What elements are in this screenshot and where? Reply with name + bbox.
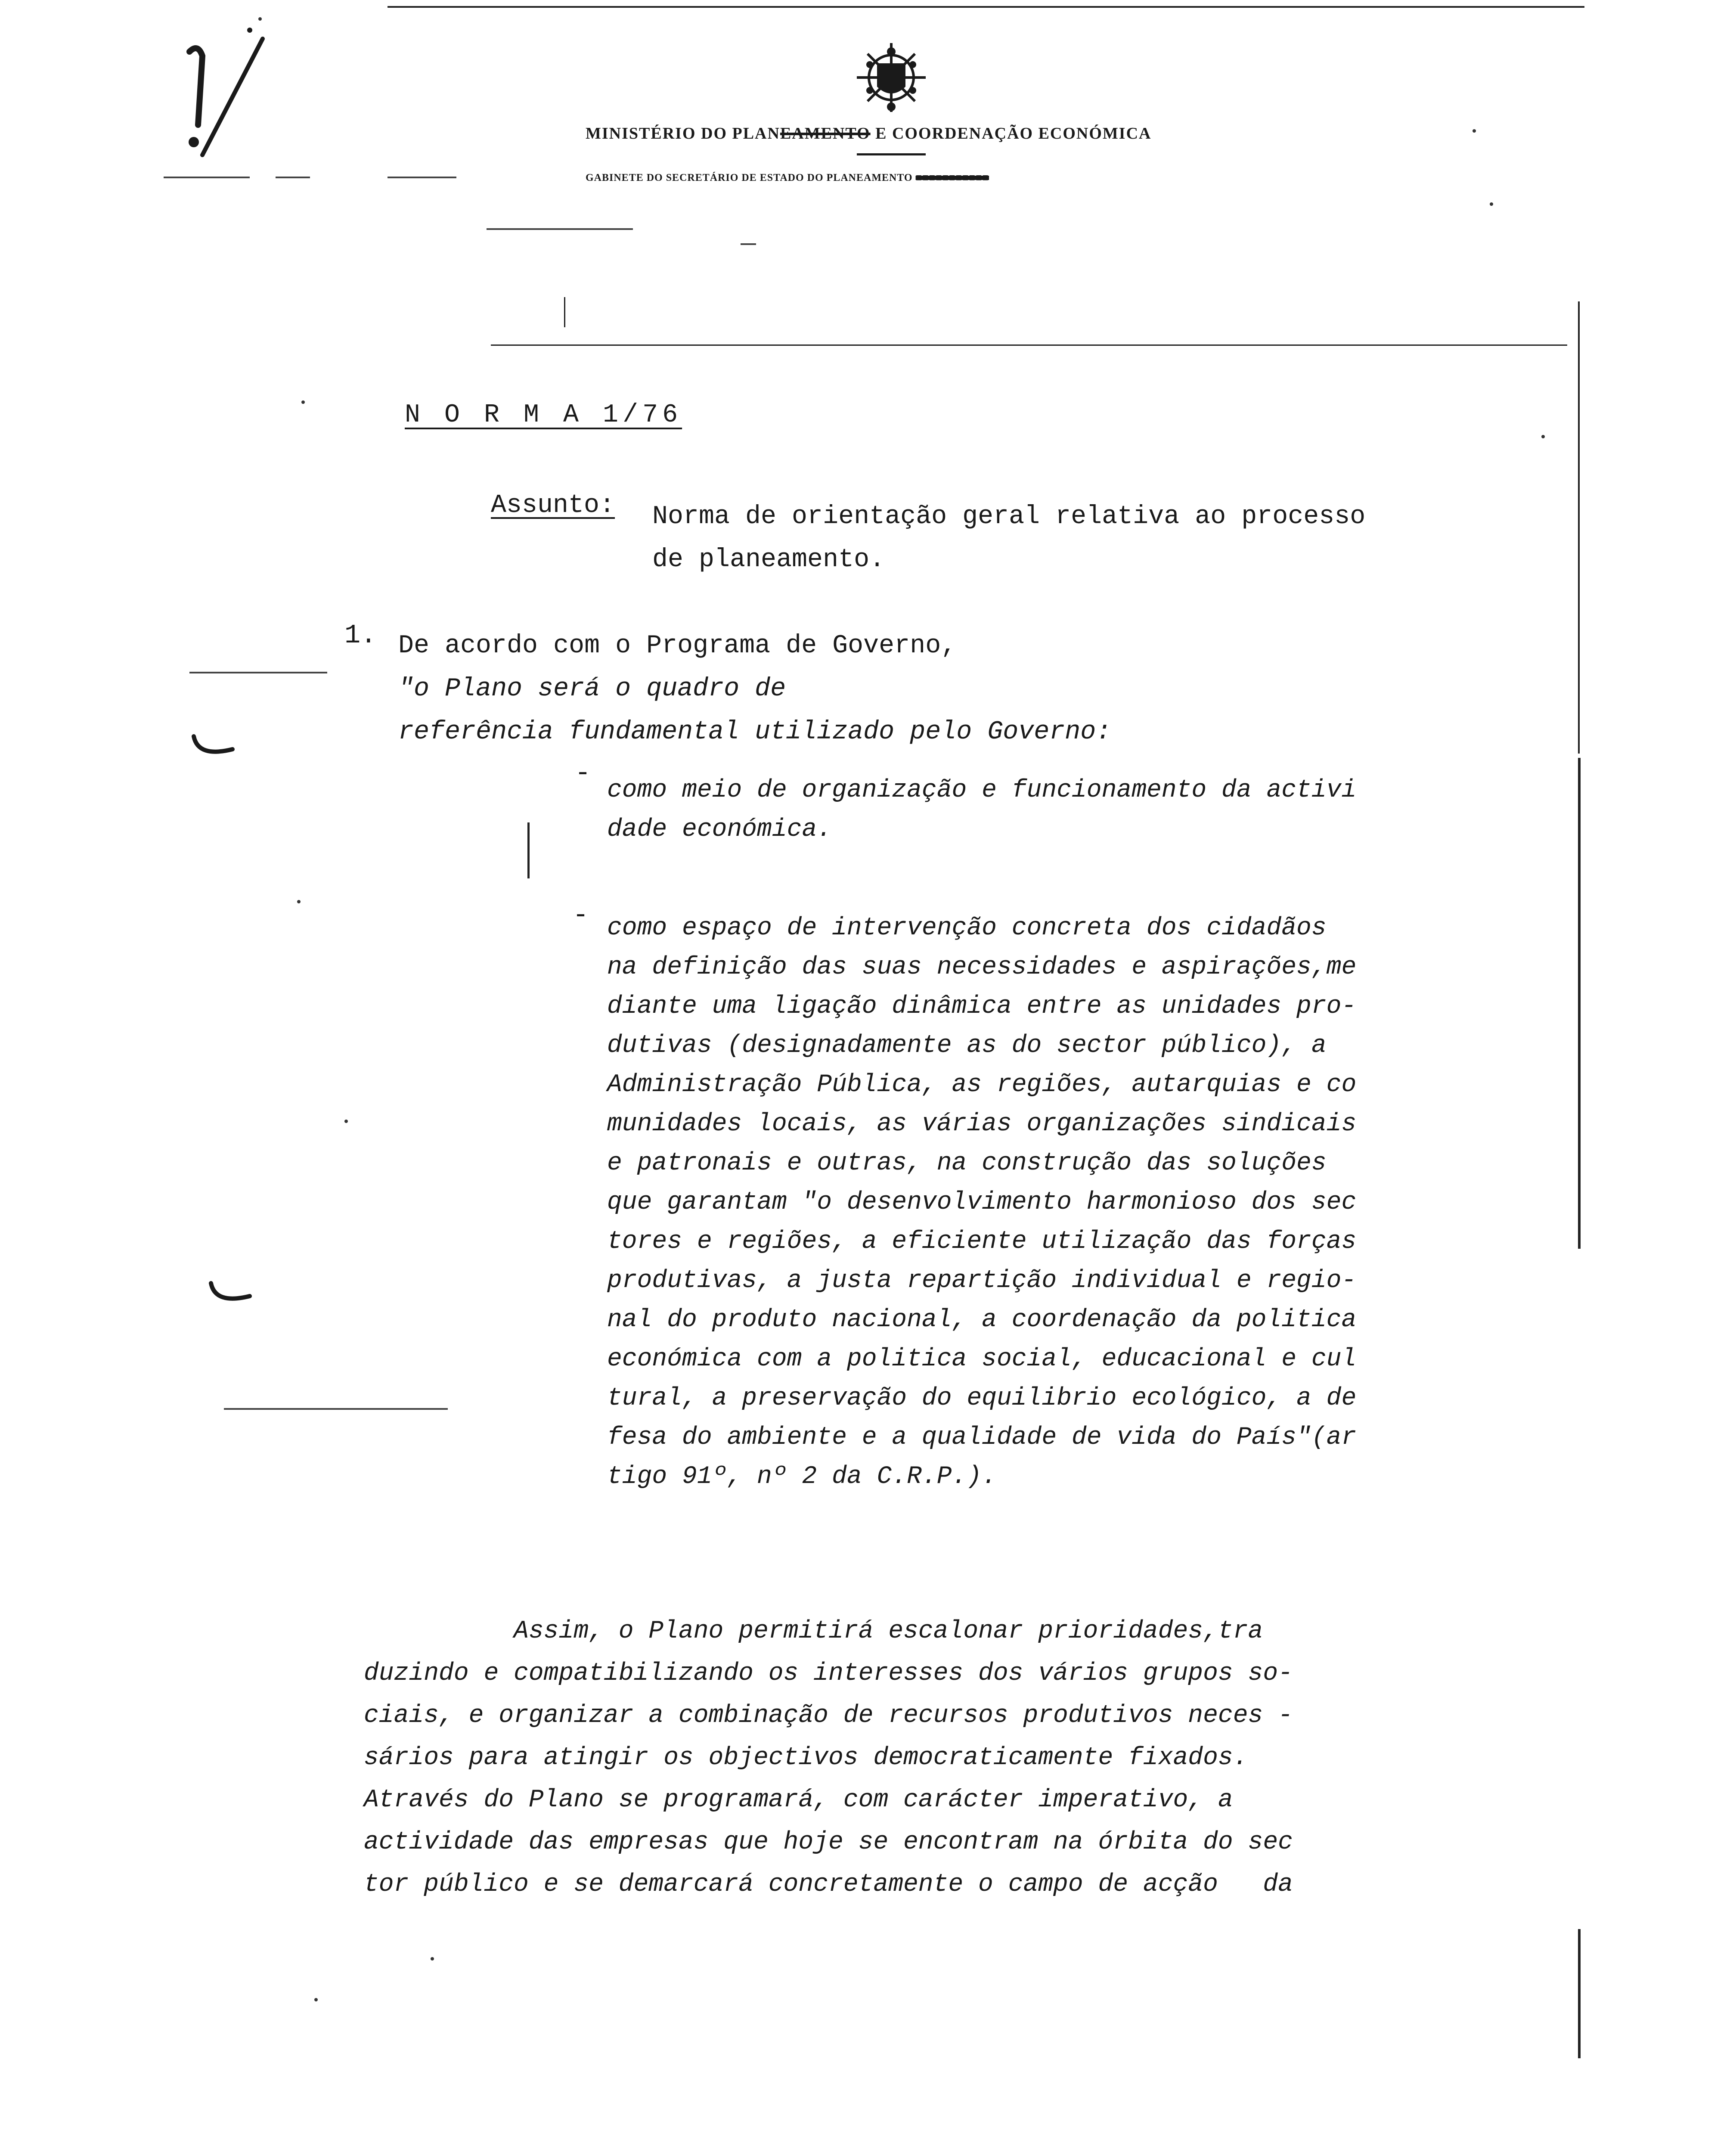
bullet-item <box>607 771 1356 849</box>
right-margin-line <box>1578 1929 1581 2058</box>
bullet-line: tores e regiões, a eficiente utilização das forças <box>607 1228 1357 1256</box>
closing-line: Assim, o Plano permitirá escalonar prioridades,tra <box>364 1617 1263 1645</box>
top-border-line <box>388 6 1584 8</box>
stray-mark <box>564 297 565 327</box>
handwritten-annotation <box>172 26 276 172</box>
photocopy-speck <box>431 1957 434 1961</box>
bullet-dash: - <box>573 900 589 931</box>
photocopy-speck <box>344 1120 348 1123</box>
margin-dash <box>189 672 327 673</box>
margin-dash <box>164 177 250 178</box>
paragraph-intro <box>398 624 1111 754</box>
bullet-line: e patronais e outras, na construção das soluções <box>607 1149 1327 1177</box>
right-margin-line <box>1578 1102 1581 1249</box>
bullet-line: dutivas (designadamente as do sector público), a <box>607 1032 1327 1060</box>
bullet-line: munidades locais, as várias organizações sindicais <box>607 1110 1357 1138</box>
bullet-dash: - <box>575 758 591 788</box>
closing-line: duzindo e compatibilizando os interesses dos vários grupos so- <box>364 1660 1293 1688</box>
subject-line: de planeamento. <box>652 545 885 574</box>
margin-dash <box>224 1408 448 1410</box>
bullet-line: produtivas, a justa repartição individual e regio- <box>607 1267 1357 1295</box>
bullet-line: como meio de organização e funcionamento da activi <box>607 776 1357 804</box>
cabinet-subheading: GABINETE DO SECRETÁRIO DE ESTADO DO PLANEAMENTO ■■■■■■■■■■■ <box>586 172 989 183</box>
heading-underline <box>857 153 926 155</box>
bullet-line: económica com a politica social, educacional e cul <box>607 1345 1357 1373</box>
margin-dash <box>487 228 633 230</box>
photocopy-speck <box>301 400 305 404</box>
bullet-line: tigo 91º, nº 2 da C.R.P.). <box>607 1463 997 1491</box>
photocopy-speck <box>1490 202 1493 206</box>
closing-line: Através do Plano se programará, com carácter imperativo, a <box>364 1786 1233 1814</box>
closing-paragraph <box>364 1610 1293 1906</box>
bullet-line: fesa do ambiente e a qualidade de vida do País"(ar <box>607 1424 1357 1452</box>
photocopy-speck <box>258 17 262 21</box>
handwritten-curl <box>189 732 241 766</box>
subject-text <box>652 495 1522 581</box>
intro-line: De acordo com o Programa de Governo, "o Plano será o quadro de <box>398 631 957 704</box>
closing-line: tor público e se demarcará concretamente o campo de acção da <box>364 1871 1293 1899</box>
right-margin-line <box>1578 301 1580 754</box>
bullet-item <box>607 909 1356 1496</box>
ministry-heading: MINISTÉRIO DO PLANEAMENTO E COORDENAÇÃO ECONÓMICA <box>586 124 1152 143</box>
bullet-line: diante uma ligação dinâmica entre as unidades pro- <box>607 993 1357 1021</box>
closing-line: sários para atingir os objectivos democraticamente fixados. <box>364 1744 1248 1772</box>
bullet-line: na definição das suas necessidades e aspirações,me <box>607 953 1357 981</box>
margin-dash <box>388 177 456 178</box>
subject-label: Assunto: <box>491 491 615 520</box>
bullet-line: tural, a preservação do equilibrio ecológico, a de <box>607 1384 1357 1412</box>
subject-line: Norma de orientação geral relativa ao processo <box>652 502 1366 531</box>
intro-line: referência fundamental utilizado pelo Governo: <box>398 717 1112 747</box>
bullet-line: que garantam "o desenvolvimento harmonioso dos sec <box>607 1188 1357 1216</box>
paragraph-number: 1. <box>344 620 377 651</box>
header-separator-line <box>491 344 1567 346</box>
photocopy-speck <box>1472 129 1476 133</box>
bullet-line: nal do produto nacional, a coordenação da politica <box>607 1306 1357 1334</box>
photocopy-speck <box>314 1998 318 2001</box>
bullet-line: Administração Pública, as regiões, autarquias e co <box>607 1071 1357 1099</box>
stray-mark <box>527 822 530 878</box>
photocopy-speck <box>1541 435 1545 438</box>
closing-line: actividade das empresas que hoje se encontram na órbita do sec <box>364 1828 1293 1856</box>
closing-line: ciais, e organizar a combinação de recursos produtivos neces - <box>364 1702 1293 1730</box>
handwritten-curl <box>207 1279 258 1313</box>
bullet-line: dade económica. <box>607 816 832 844</box>
bullet-line: como espaço de intervenção concreta dos cidadãos <box>607 914 1327 942</box>
right-margin-line <box>1578 758 1581 1128</box>
norma-title: N O R M A 1/76 <box>405 400 682 430</box>
coat-of-arms-emblem <box>844 34 939 121</box>
margin-dash <box>741 243 756 245</box>
photocopy-speck <box>297 900 301 903</box>
margin-dash <box>276 177 310 178</box>
